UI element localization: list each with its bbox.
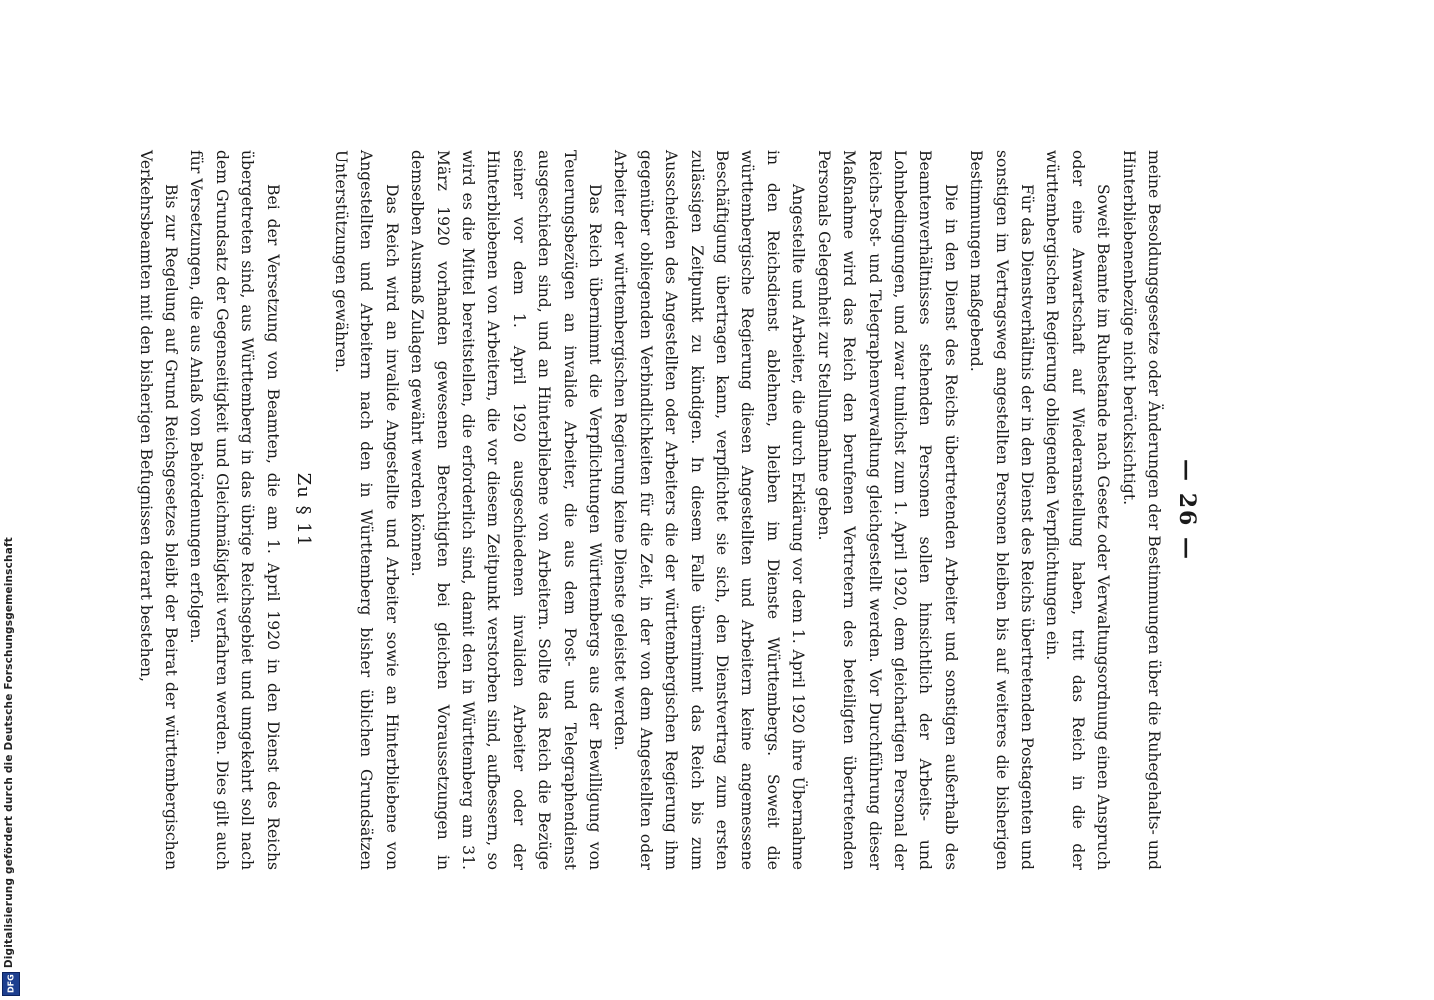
paragraph: Soweit Beamte im Ruhestande nach Gesetz oder Verwaltungsordnung einen Anspruch oder eine Anwartschaft auf Wiederanstellung haben, tritt das Reich in die der württembergischen Regierung obliegenden Verpflichtungen ein. (1043, 150, 1113, 870)
paragraph: Die in den Dienst des Reichs übertretenden Arbeiter und sonstigen außerhalb des Beamtenverhältnisses stehenden Personen sollen hinsichtlich der Arbeits- und Lohnbedingungen, und zwar tunlichst zum 1. April 1920, dem gleichartigen Personal der Reichs-Post- und Telegraphenverwaltung gleichgestellt werden. Vor Durchführung dieser Maßnahme wird das Reich den berufenen Vertretern des beteiligten übertretenden Personals Gelegenheit zur Stellungnahme geben. (814, 150, 960, 870)
funding-notice: Digitalisierung gefördert durch die Deutsche Forschungsgemeinschaft (3, 536, 15, 968)
paragraph: Das Reich übernimmt die Verpflichtungen Württembergs aus der Bewilligung von Teuerungsbezügen an invalide Arbeiter, die aus dem Post- und Telegraphendienst ausgeschieden sind, und an Hinterbliebene von Arbeitern. Sollte das Reich die Bezüge seiner vor dem 1. April 1920 ausgeschiedenen invaliden Arbeiter oder der Hinterbliebenen von Arbeitern, die vor diesem Zeitpunkt verstorben sind, aufbessern, so wird es die Mittel bereitstellen, die erforderlich sind, damit den in Württemberg am 31. März 1920 vorhanden gewesenen Berechtigten bei gleichen Voraussetzungen in demselben Ausmaß Zulagen gewährt werden können. (408, 150, 605, 870)
paragraph: Bei der Versetzung von Beamten, die am 1. April 1920 in den Dienst des Reichs übergetreten sind, aus Württemberg in das übrige Reichsgebiet und umgekehrt soll nach dem Grundsatz der Gegenseitigkeit und Gleichmäßigkeit verfahren werden. Dies gilt auch für Versetzungen, die aus Anlaß von Behördenungen erfolgen. (187, 150, 282, 870)
funding-footer (0, 0, 22, 1000)
paragraph: Für das Dienstverhältnis der in den Dienst des Reichs übertretenden Postagenten und sonstigen im Vertragsweg angestellten Personen bleiben bis auf weiteres die bisherigen Bestimmungen maßgebend. (967, 150, 1036, 870)
paragraph: Bis zur Regelung auf Grund Reichsgesetzes bleibt der Beirat der württembergischen Verkehrsbeamten mit den bisherigen Befugnissen derart bestehen, (136, 150, 180, 870)
document-page (120, 150, 1200, 870)
paragraph: Angestellte und Arbeiter, die durch Erklärung vor dem 1. April 1920 ihre Übernahme in den Reichsdienst ablehnen, bleiben im Dienste Württembergs. Soweit die württembergische Regierung diesen Angestellten und Arbeitern keine angemessene Beschäftigung übertragen kann, verpflichtet sie sich, den Dienstvertrag zum ersten zulässigen Zeitpunkt zu kündigen. In diesem Falle übernimmt das Reich bis zum Ausscheiden des Angestellten oder Arbeiters die der württembergischen Regierung ihm gegenüber obliegenden Verbindlichkeiten für die Zeit, in der von dem Angestellten oder Arbeiter der württembergischen Regierung keine Dienste geleistet werden. (611, 150, 808, 870)
page-number: — 26 — (1174, 459, 1200, 561)
dfg-logo: DFG (2, 972, 20, 996)
paragraph: Das Reich wird an invalide Angestellte und Arbeiter sowie an Hinterbliebene von Angestellten und Arbeitern nach den in Württemberg bisher üblichen Grundsätzen Unterstützungen gewähren. (332, 150, 401, 870)
section-heading: Zu § 11 (292, 472, 314, 548)
paragraph: meine Besoldungsgesetze oder Änderungen der Bestimmungen über die Ruhegehalts- und Hinterbliebenenbezüge nicht berücksichtigt. (1119, 150, 1163, 870)
